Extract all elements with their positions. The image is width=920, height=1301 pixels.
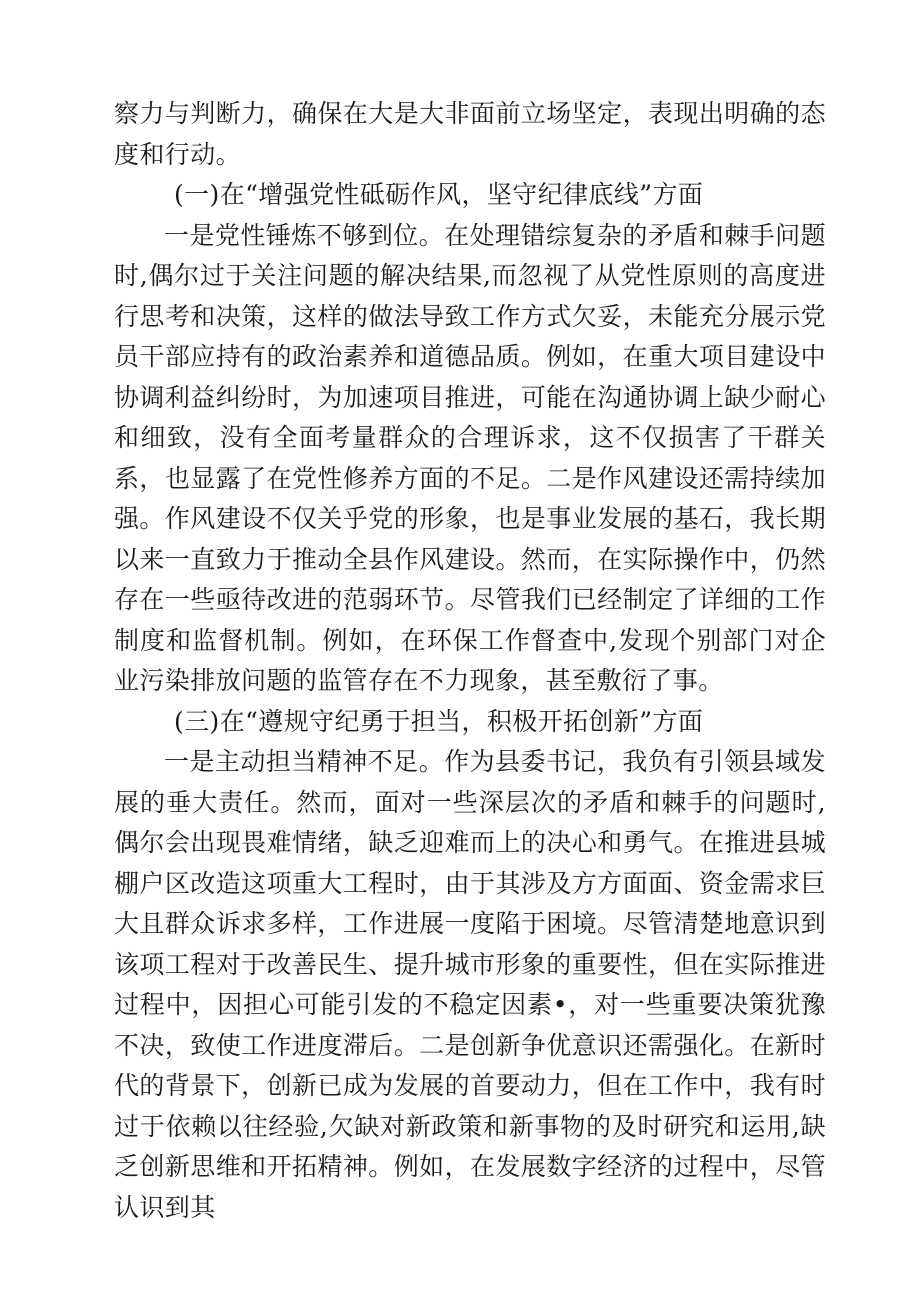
section-heading-1: (一)在“增强党性砥砺作风，坚守纪律底线”方面: [174, 180, 704, 209]
document-body: [114, 94, 826, 1228]
section-heading-3: (三)在“遵规守纪勇于担当，积极开拓创新”方面: [174, 706, 704, 736]
body-paragraph-2: 一是主动担当精神不足。作为县委书记，我负有引领县域发展的垂大责任。然而，面对一些深层次的矛盾和棘手的问题时,偶尔会出现畏难情绪，缺乏迎难而上的决心和勇气。在推进县城棚户区改造这项重大工程时，由于其涉及方方面面、资金需求巨大且群众诉求多样，工作进展一度陷于困境。尽管清楚地意识到该项工程对于改善民生、提升城市形象的重要性，但在实际推进过程中，因担心可能引发的不稳定因素•，对一些重要决策犹豫不决，致使工作进度滞后。二是创新争优意识还需强化。在新时代的背景下，创新已成为发展的首要动力，但在工作中，我有时过于依赖以往经验,欠缺对新政策和新事物的及时研究和运用,缺乏创新思维和开拓精神。例如，在发展数字经济的过程中，尽管认识到其: [114, 747, 826, 1222]
continuation-paragraph: 察力与判断力，确保在大是大非面前立场坚定，表现出明确的态度和行动。: [114, 99, 826, 169]
body-paragraph-1: 一是党性锤炼不够到位。在处理错综复杂的矛盾和棘手问题时,偶尔过于关注问题的解决结果,而忽视了从党性原则的高度进行思考和决策，这样的做法导致工作方式欠妥，未能充分展示党员干部应持有的政治素养和道德品质。例如，在重大项目建设中协调利益纠纷时，为加速项目推进，可能在沟通协调上缺少耐心和细致，没有全面考量群众的合理诉求，这不仅损害了干群关系，也显露了在党性修养方面的不足。二是作风建设还需持续加强。作风建设不仅关乎党的形象，也是事业发展的基石，我长期以来一直致力于推动全县作风建设。然而，在实际操作中，仍然存在一些亟待改进的范弱环节。尽管我们已经制定了详细的工作制度和监督机制。例如，在环保工作督查中,发现个别部门对企业污染排放问题的监管存在不力现象，甚至敷衍了事。: [114, 220, 826, 695]
